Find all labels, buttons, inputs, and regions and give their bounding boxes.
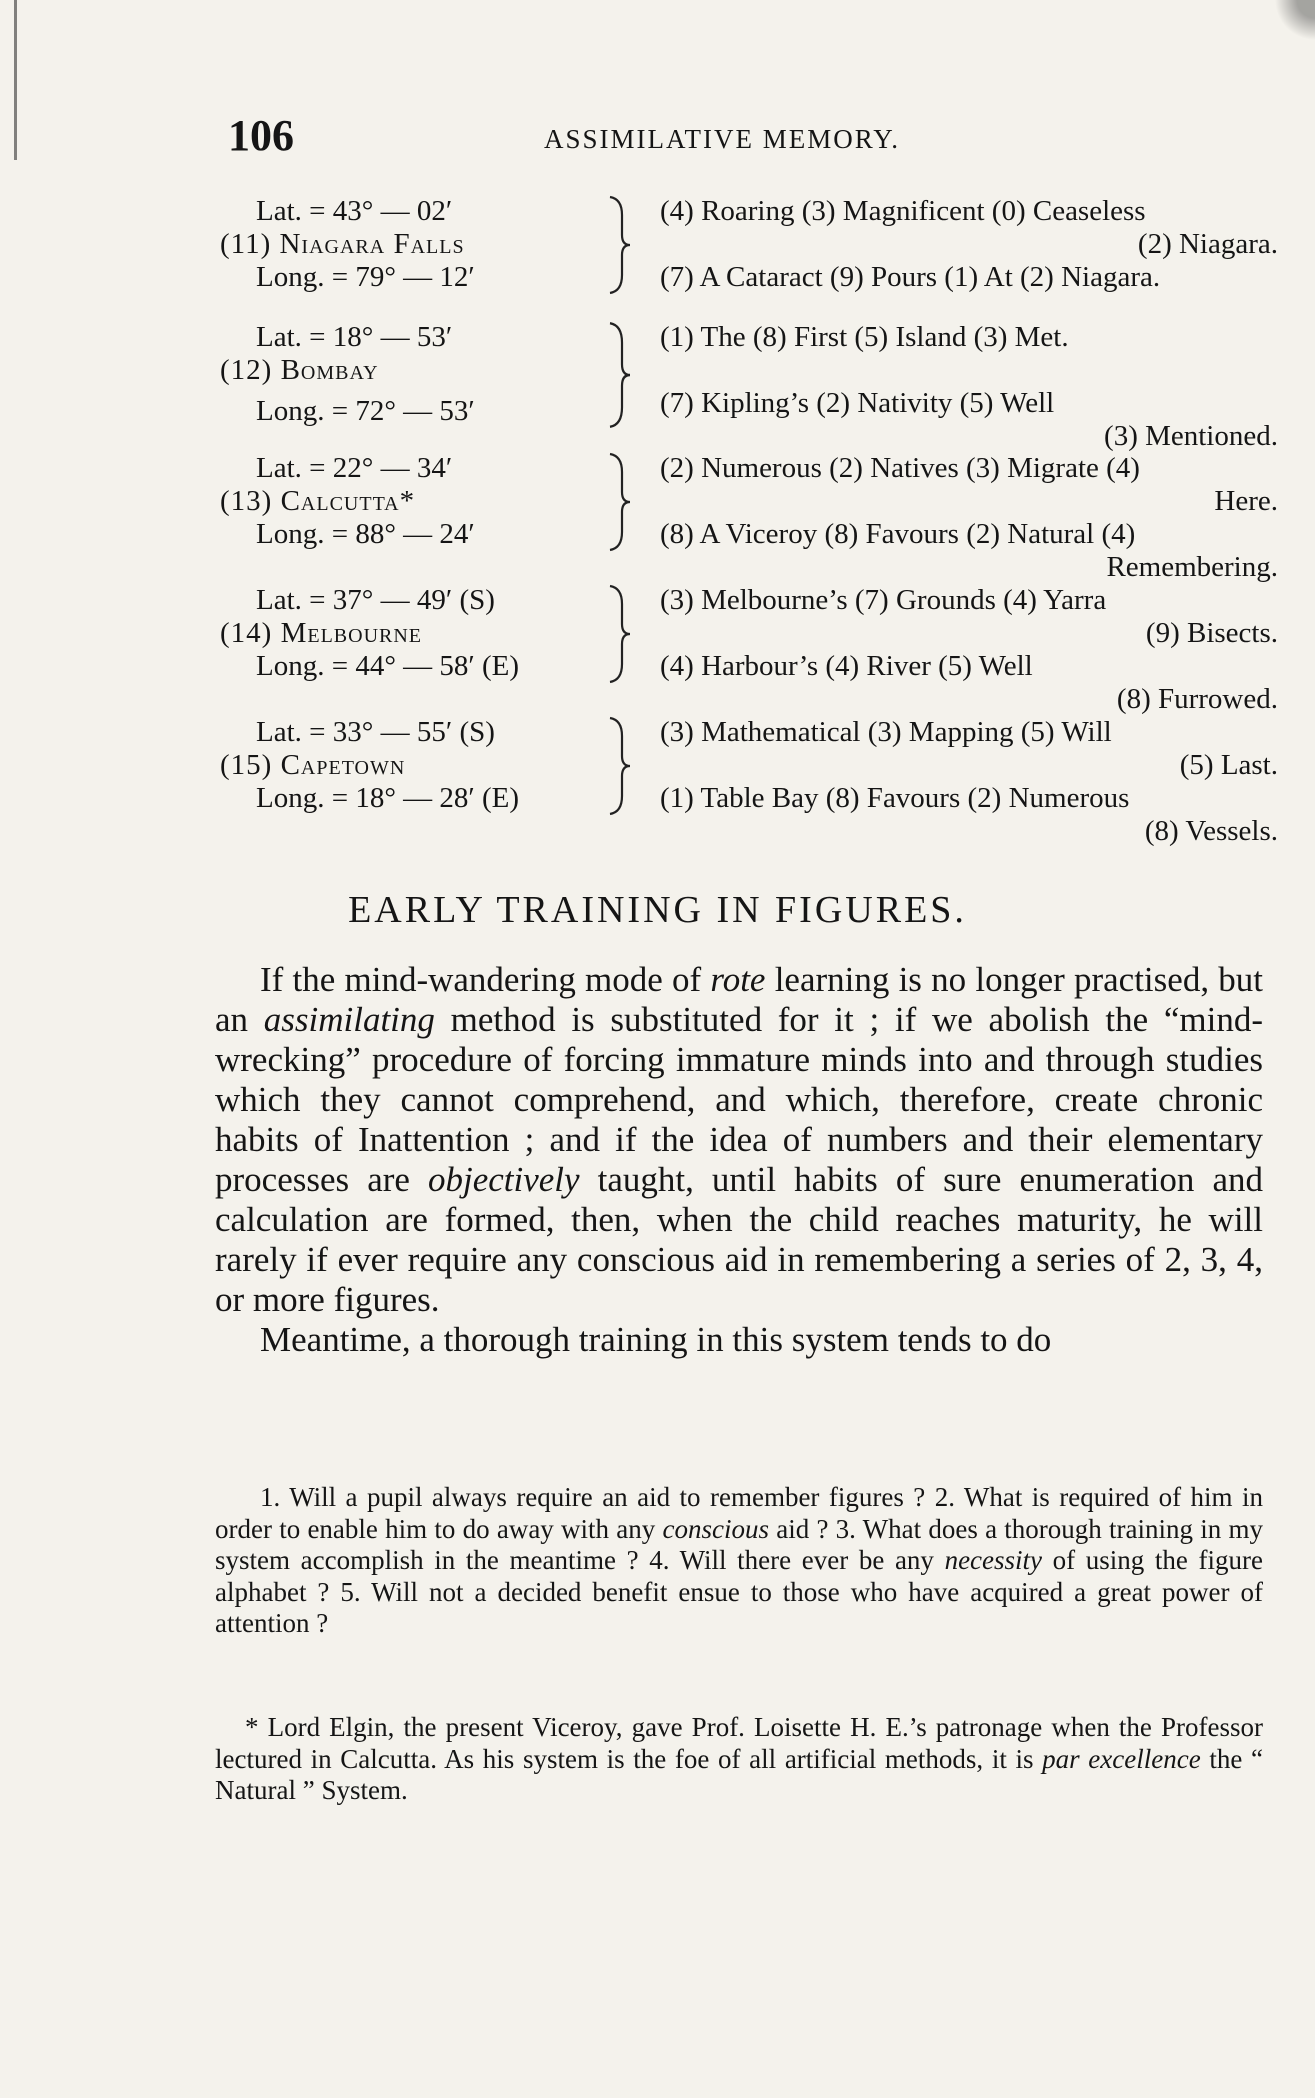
mnemonic-phrases [660,452,1278,584]
mnemonic-line: (5) Last. [1179,749,1278,781]
place-name: (14) Melbourne [220,617,423,649]
curly-brace [600,716,640,816]
mnemonic-line: (9) Bisects. [1145,617,1278,649]
section-heading: EARLY TRAINING IN FIGURES. [348,889,967,931]
page-header [228,110,1268,160]
curly-brace [600,195,640,295]
longitude: Long. = 79° — 12′ [256,261,475,293]
longitude: Long. = 18° — 28′ (E) [256,782,520,814]
italic-text: par excellence [1042,1743,1201,1774]
mnemonic-line: (8) Furrowed. [1116,683,1278,715]
italic-text: assimilating [263,1000,435,1039]
text-run: taught, until habits of sure enumeration and calculation are formed, then, when the child reaches maturity, he will rarely if ever require any conscious aid in remembering a series of 2, 3, 4, or more figures. [215,1160,1263,1319]
place-name: (15) Capetown [220,749,406,781]
mnemonic-phrases [660,584,1278,716]
mnemonic-line: (7) A Cataract (9) Pours (1) At (2) Niagara. [660,261,1161,293]
mnemonic-line: (8) Vessels. [1144,815,1278,847]
paragraph [215,1712,1263,1807]
mnemonic-line: (2) Numerous (2) Natives (3) Migrate (4) [660,452,1140,484]
location-coordinates [220,195,600,294]
mnemonic-line: (7) Kipling’s (2) Nativity (5) Well [660,387,1055,419]
body-text [215,960,1263,1360]
mnemonic-line: (8) A Viceroy (8) Favours (2) Natural (4) [660,518,1136,550]
mnemonic-line: (1) Table Bay (8) Favours (2) Numerous [660,782,1130,814]
mnemonic-phrases [660,195,1278,294]
italic-text: rote [710,960,766,999]
place-name: (13) Calcutta* [220,485,416,517]
latitude: Lat. = 37° — 49′ (S) [256,584,495,616]
mnemonic-line: Here. [1214,485,1278,517]
curly-brace [600,584,640,684]
text-run: learning is no longer practised, but an [215,960,1264,1039]
text-run: * Lord Elgin, the present Viceroy, gave Prof. Loisette H. E.’s patronage when the Professor lectured in Calcutta. As his system is the foe of all artificial methods, it is [215,1712,1263,1774]
text-run: of using the figure alphabet ? 5. Will not a decided benefit ensue to those who have acquired a great power of attention ? [215,1545,1264,1638]
italic-text: objectively [427,1160,580,1199]
longitude: Long. = 72° — 53′ [256,395,475,427]
mnemonic-phrases [660,321,1278,453]
mnemonic-line: (4) Roaring (3) Magnificent (0) Ceaseless [660,195,1146,227]
page-corner-shadow [1245,0,1315,70]
text-run: If the mind-wandering mode of [260,960,711,999]
running-title: ASSIMILATIVE MEMORY. [544,124,901,154]
location-coordinates [220,584,600,683]
text-run: method is substituted for it ; if we abolish the “mind-wrecking” procedure of forcing immature minds into and through studies which they cannot comprehend, and which, therefore, create chronic habits of Inattention ; and if the idea of numbers and their elementary processes are [215,1000,1263,1199]
place-name: (12) Bombay [220,354,379,386]
text-run: 1. Will a pupil always require an aid to remember figures ? 2. What is required of him in order to enable him to do away with any [215,1482,1263,1544]
mnemonic-line: (2) Niagara. [1137,228,1278,260]
place-name: (11) Niagara Falls [220,228,465,260]
paragraph [215,1482,1263,1640]
location-coordinates [220,321,600,428]
text-run: the “ Natural ” System. [215,1743,1263,1805]
mnemonic-line: Remembering. [1106,551,1278,583]
italic-text: conscious [662,1513,769,1544]
latitude: Lat. = 18° — 53′ [256,321,453,353]
latitude: Lat. = 22° — 34′ [256,452,453,484]
paragraph [215,960,1263,1320]
curly-brace [600,321,640,429]
latitude: Lat. = 33° — 55′ (S) [256,716,495,748]
curly-brace [600,452,640,552]
mnemonic-phrases [660,716,1278,848]
longitude: Long. = 88° — 24′ [256,518,475,550]
page-number: 106 [228,111,294,160]
mnemonic-line: (4) Harbour’s (4) River (5) Well [660,650,1033,682]
location-coordinates [220,716,600,815]
footnote [215,1712,1263,1807]
text-run: aid ? 3. What does a thorough training in my system accomplish in the meantime ? 4. Will there ever be any [215,1513,1263,1575]
mnemonic-line: (1) The (8) First (5) Island (3) Met. [660,321,1069,353]
paragraph: Meantime, a thorough training in this system tends to do [260,1320,1052,1359]
location-coordinates [220,452,600,551]
longitude: Long. = 44° — 58′ (E) [256,650,520,682]
mnemonic-line: (3) Mentioned. [1104,420,1278,452]
latitude: Lat. = 43° — 02′ [256,195,453,227]
mnemonic-line: (3) Mathematical (3) Mapping (5) Will [660,716,1112,748]
page-edge-shadow [0,0,17,160]
review-questions [215,1482,1263,1640]
mnemonic-line: (3) Melbourne’s (7) Grounds (4) Yarra [660,584,1107,616]
italic-text: necessity [944,1545,1043,1575]
